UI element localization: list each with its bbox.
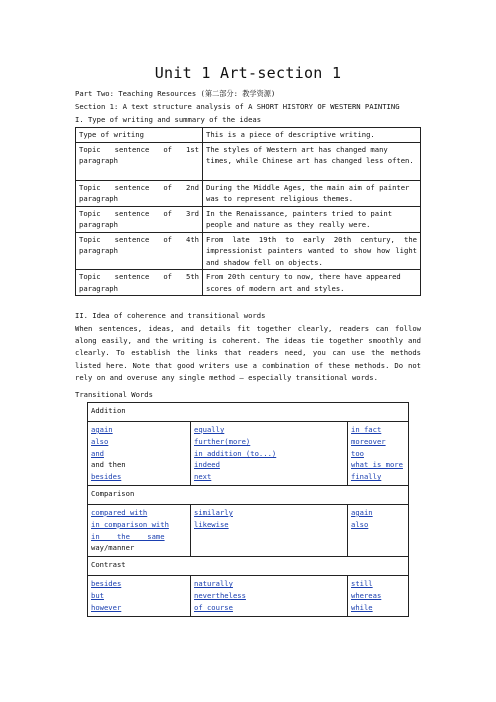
table-row: [76, 206, 421, 232]
word-link[interactable]: what is more: [351, 460, 403, 470]
word-link[interactable]: whereas: [351, 590, 382, 600]
word-link[interactable]: naturally: [194, 579, 233, 589]
word-link[interactable]: still: [351, 579, 373, 589]
table-cell-label: [76, 232, 203, 270]
label-line: paragraph: [79, 156, 118, 165]
word-link[interactable]: also: [351, 519, 369, 529]
word-link[interactable]: moreover: [351, 436, 386, 446]
word-link[interactable]: however: [91, 602, 122, 612]
label-line: Topic sentence of 1st: [79, 144, 199, 154]
label-line: Topic sentence of 4th: [79, 234, 199, 244]
label-line: Topic sentence of 5th: [79, 272, 199, 281]
category-contrast: Contrast: [88, 557, 409, 576]
word-link[interactable]: in addition (to...): [194, 448, 277, 458]
word-link[interactable]: likewise: [194, 519, 229, 529]
coherence-paragraph: When sentences, ideas, and details fit together clearly, readers can follow along easily, and the writing is coherent. The ideas tie together smoothly and clearly. To establish the links that readers need, you can use the methods listed here. Note that good writers use a combination of these methods. Do not rely on and overuse any single method – especially transitional words.: [75, 324, 421, 382]
word-link[interactable]: also: [91, 436, 109, 446]
table-cell-value: In the Renaissance, painters tried to paint people and nature as they really were.: [203, 206, 421, 232]
word-link[interactable]: too: [351, 448, 364, 458]
table-cell-value: During the Middle Ages, the main aim of painter was to represent religious themes.: [203, 180, 421, 206]
label-line: paragraph: [79, 194, 118, 203]
word-link[interactable]: further(more): [194, 436, 251, 446]
label-line: Topic sentence of 3rd: [79, 208, 199, 218]
word-column: [348, 422, 409, 486]
table-row: [88, 485, 409, 504]
word-link[interactable]: besides: [91, 472, 122, 482]
table-cell-label: [76, 180, 203, 206]
word-link[interactable]: in comparison with: [91, 519, 169, 529]
word-link[interactable]: equally: [194, 425, 225, 434]
table-cell-label: [76, 206, 203, 232]
label-line: paragraph: [79, 246, 118, 255]
table-row: [88, 504, 409, 556]
word-link[interactable]: next: [194, 472, 212, 482]
table-cell-label: Type of writing: [76, 128, 203, 143]
label-line: paragraph: [79, 220, 118, 229]
transitional-words-table: [87, 402, 409, 617]
table-cell-value: The styles of Western art has changed many times, while Chinese art has changed less often.: [203, 142, 421, 180]
word-link[interactable]: indeed: [194, 460, 220, 470]
heading-coherence: II. Idea of coherence and transitional words: [75, 311, 266, 320]
part-heading: Part Two: Teaching Resources (第二部分: 教学资源): [75, 89, 276, 98]
label-line: paragraph: [79, 283, 118, 293]
word-link[interactable]: again: [91, 425, 113, 434]
word-column: [88, 576, 191, 616]
table-cell-label: [76, 270, 203, 296]
table-cell-value: From late 19th to early 20th century, the impressionist painters wanted to show how light and shadow fell on objects.: [203, 232, 421, 270]
summary-table: [75, 127, 421, 296]
section-heading: Section 1: A text structure analysis of A SHORT HISTORY OF WESTERN PAINTING: [75, 102, 400, 111]
table-cell-label: [76, 142, 203, 180]
word-link[interactable]: finally: [351, 472, 382, 482]
word-column: [88, 504, 191, 556]
document-title: Unit 1 Art-section 1: [154, 64, 342, 82]
word-link[interactable]: while: [351, 602, 373, 612]
table-row: [76, 180, 421, 206]
table-row: [76, 232, 421, 270]
word-column: [348, 576, 409, 616]
heading-type-of-writing: I. Type of writing and summary of the ideas: [75, 115, 262, 124]
word-link[interactable]: nevertheless: [194, 590, 246, 600]
word-link[interactable]: of course: [194, 602, 233, 612]
table-cell-value: This is a piece of descriptive writing.: [203, 128, 421, 143]
transitional-words-heading: Transitional Words: [75, 390, 153, 399]
word-link[interactable]: and: [91, 448, 104, 458]
word-link[interactable]: similarly: [194, 507, 233, 517]
word-column: [348, 504, 409, 556]
word-column: [191, 504, 348, 556]
word-link[interactable]: but: [91, 590, 104, 600]
table-cell-value: From 20th century to now, there have appeared scores of modern art and styles.: [203, 270, 421, 296]
category-comparison: Comparison: [88, 485, 409, 504]
word-link[interactable]: besides: [91, 579, 122, 589]
table-row: [76, 128, 421, 143]
word-link[interactable]: again: [351, 507, 373, 517]
word-text: way/manner: [91, 543, 135, 553]
word-link[interactable]: in fact: [351, 425, 382, 434]
table-row: [88, 422, 409, 486]
word-link[interactable]: in the same: [91, 531, 165, 541]
category-addition: Addition: [88, 403, 409, 422]
word-column: [88, 422, 191, 486]
word-text: and then: [91, 460, 126, 470]
table-row: [76, 270, 421, 296]
table-row: [88, 557, 409, 576]
table-row: [76, 142, 421, 180]
word-column: [191, 422, 348, 486]
table-row: [88, 576, 409, 616]
word-column: [191, 576, 348, 616]
word-link[interactable]: compared with: [91, 507, 148, 517]
label-line: Topic sentence of 2nd: [79, 182, 199, 192]
table-row: [88, 403, 409, 422]
